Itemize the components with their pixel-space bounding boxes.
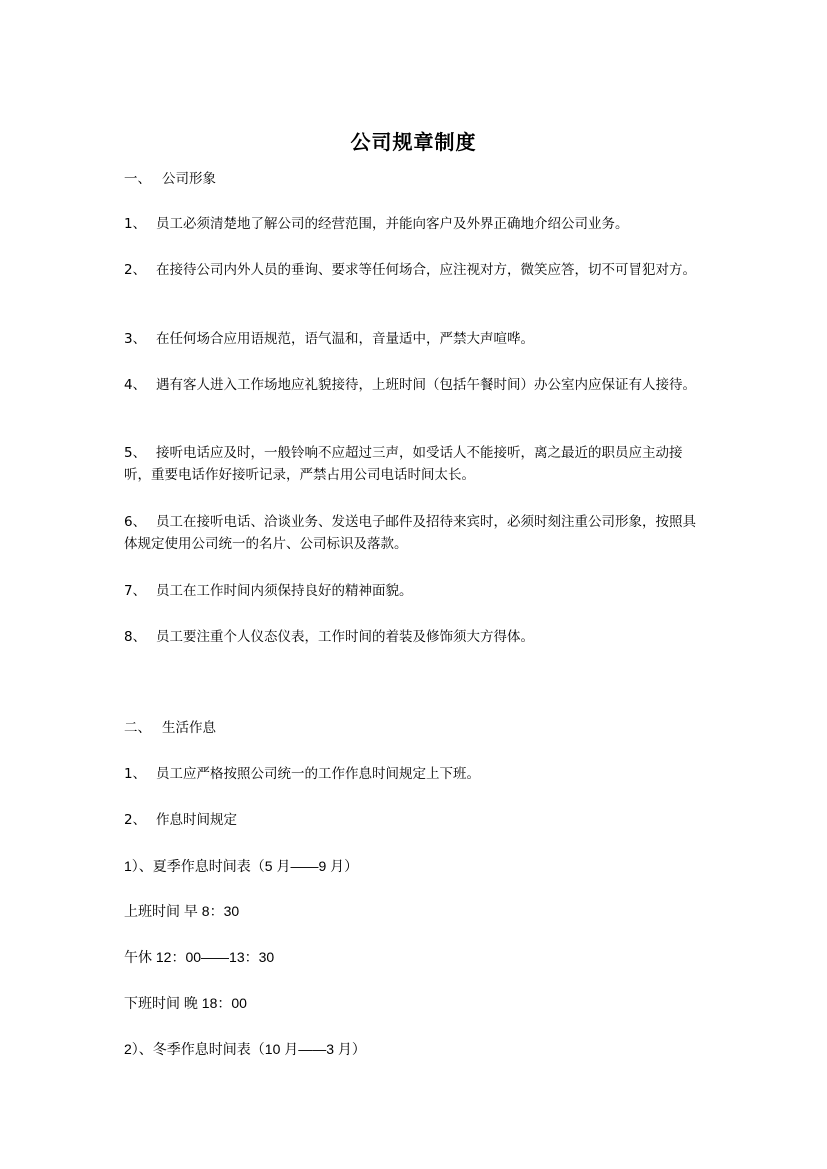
document-title: 公司规章制度 — [350, 130, 477, 154]
winter-schedule-title: 2）、冬季作息时间表（10 月——3 月） — [124, 1041, 366, 1057]
list-item — [124, 328, 704, 350]
item-text: 在任何场合应用语规范，语气温和，音量适中，严禁大声喧哗。 — [156, 331, 534, 347]
item-number: 2、 — [124, 812, 147, 828]
item-number: 6、 — [124, 514, 147, 530]
section-heading-1 — [124, 168, 704, 190]
item-number: 1、 — [124, 766, 147, 782]
list-item — [124, 626, 704, 648]
section-number: 二、 — [124, 720, 151, 736]
item-text: 在接待公司内外人员的垂询、要求等任何场合，应注视对方，微笑应答，切不可冒犯对方。 — [156, 262, 696, 278]
item-text: 员工在工作时间内须保持良好的精神面貌。 — [156, 583, 413, 599]
item-number: 7、 — [124, 583, 147, 599]
item-text: 接听电话应及时，一般铃响不应超过三声，如受话人不能接听，离之最近的职员应主动接听，重要电话作好接听记录，严禁占用公司电话时间太长。 — [124, 445, 683, 483]
list-item — [124, 442, 704, 486]
item-text: 员工必须清楚地了解公司的经营范围，并能向客户及外界正确地介绍公司业务。 — [156, 216, 629, 232]
summer-schedule-title: 1）、夏季作息时间表（5 月——9 月） — [124, 858, 359, 874]
summer-end-time: 下班时间 晚 18：00 — [124, 995, 247, 1011]
summer-start-time: 上班时间 早 8：30 — [124, 903, 240, 919]
list-item — [124, 511, 704, 555]
list-item — [124, 374, 704, 396]
item-number: 1、 — [124, 216, 147, 232]
section-title: 生活作息 — [162, 720, 216, 736]
list-item — [124, 213, 704, 235]
item-text: 员工应严格按照公司统一的工作作息时间规定上下班。 — [156, 766, 480, 782]
list-item — [124, 580, 704, 602]
item-text: 作息时间规定 — [156, 812, 237, 828]
item-text: 员工要注重个人仪态仪表，工作时间的着装及修饰须大方得体。 — [156, 629, 534, 645]
summer-lunch-time: 午休 12：00——13：30 — [124, 949, 275, 965]
list-item — [124, 763, 704, 785]
section-title: 公司形象 — [162, 171, 216, 187]
section-heading-2 — [124, 717, 704, 739]
item-number: 5、 — [124, 445, 147, 461]
item-text: 员工在接听电话、洽谈业务、发送电子邮件及招待来宾时，必须时刻注重公司形象，按照具体规定使用公司统一的名片、公司标识及落款。 — [124, 514, 696, 552]
item-text: 遇有客人进入工作场地应礼貌接待，上班时间（包括午餐时间）办公室内应保证有人接待。 — [156, 377, 696, 393]
item-number: 8、 — [124, 629, 147, 645]
list-item — [124, 259, 704, 281]
section-number: 一、 — [124, 171, 151, 187]
item-number: 2、 — [124, 262, 147, 278]
item-number: 4、 — [124, 377, 147, 393]
list-item — [124, 809, 704, 831]
item-number: 3、 — [124, 331, 147, 347]
